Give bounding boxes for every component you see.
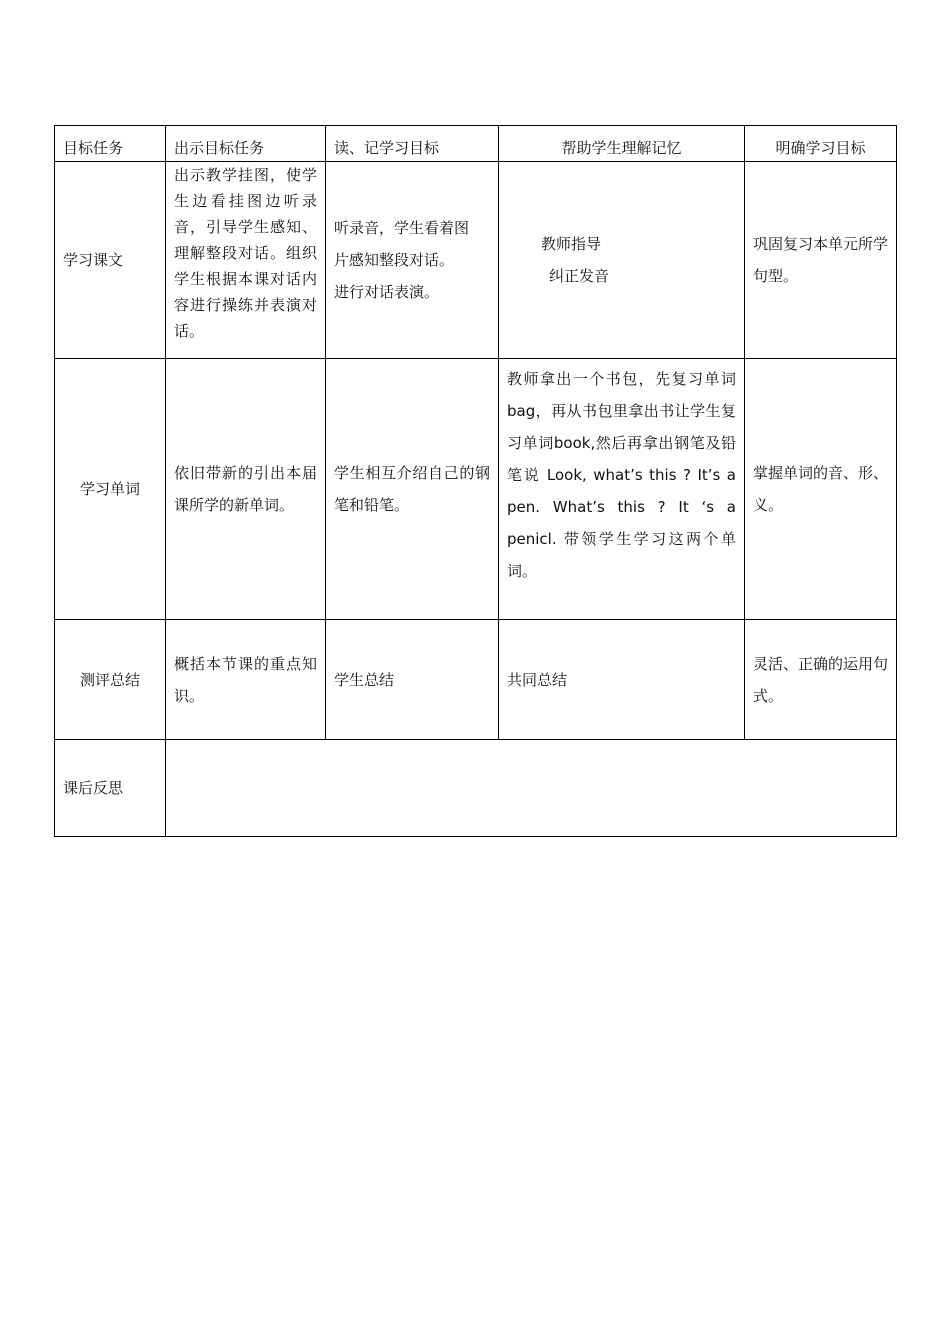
table-row — [55, 740, 897, 837]
table-row — [55, 162, 897, 359]
task-cell: 学习课文 — [55, 162, 166, 359]
header-read-goal: 读、记学习目标 — [326, 126, 499, 162]
show-goal-cell: 概括本节课的重点知识。 — [166, 620, 326, 740]
read-goal-cell — [326, 162, 499, 359]
help-memory-cell: 共同总结 — [499, 620, 745, 740]
task-cell: 课后反思 — [55, 740, 166, 837]
read-goal-cell: 学生相互介绍自己的钢笔和铅笔。 — [326, 359, 499, 620]
task-cell: 学习单词 — [55, 359, 166, 620]
show-goal-cell: 依旧带新的引出本届课所学的新单词。 — [166, 359, 326, 620]
clear-goal-cell: 掌握单词的音、形、义。 — [745, 359, 897, 620]
help-memory-cell: 教师拿出一个书包，先复习单词bag，再从书包里拿出书让学生复习单词book,然后再拿出钢笔及铅笔说 Look, what’s this ? It’s a pen. What’s this ? It ‘s a penicl. 带领学生学习这两个单词。 — [499, 359, 745, 620]
header-clear-goal: 明确学习目标 — [745, 126, 897, 162]
table-row — [55, 359, 897, 620]
lesson-plan-table — [54, 125, 897, 837]
read-goal-cell: 学生总结 — [326, 620, 499, 740]
read-goal-line: 听录音，学生看着图 — [334, 219, 470, 237]
help-memory-cell — [499, 162, 745, 359]
header-show-goal: 出示目标任务 — [166, 126, 326, 162]
clear-goal-cell: 巩固复习本单元所学句型。 — [745, 162, 897, 359]
show-goal-cell: 出示教学挂图，使学生边看挂图边听录音，引导学生感知、理解整段对话。组织学生根据本课对话内容进行操练并表演对话。 — [166, 162, 326, 359]
reflection-cell — [166, 740, 897, 837]
help-memory-line: 教师指导 — [541, 235, 602, 253]
read-goal-line: 进行对话表演。 — [334, 283, 440, 301]
task-cell: 测评总结 — [55, 620, 166, 740]
help-memory-line: 纠正发音 — [549, 267, 610, 285]
header-help-memory: 帮助学生理解记忆 — [499, 126, 745, 162]
table-row — [55, 620, 897, 740]
table-header-row — [55, 126, 897, 162]
read-goal-line: 片感知整段对话。 — [334, 251, 455, 269]
header-task: 目标任务 — [55, 126, 166, 162]
clear-goal-cell: 灵活、正确的运用句式。 — [745, 620, 897, 740]
